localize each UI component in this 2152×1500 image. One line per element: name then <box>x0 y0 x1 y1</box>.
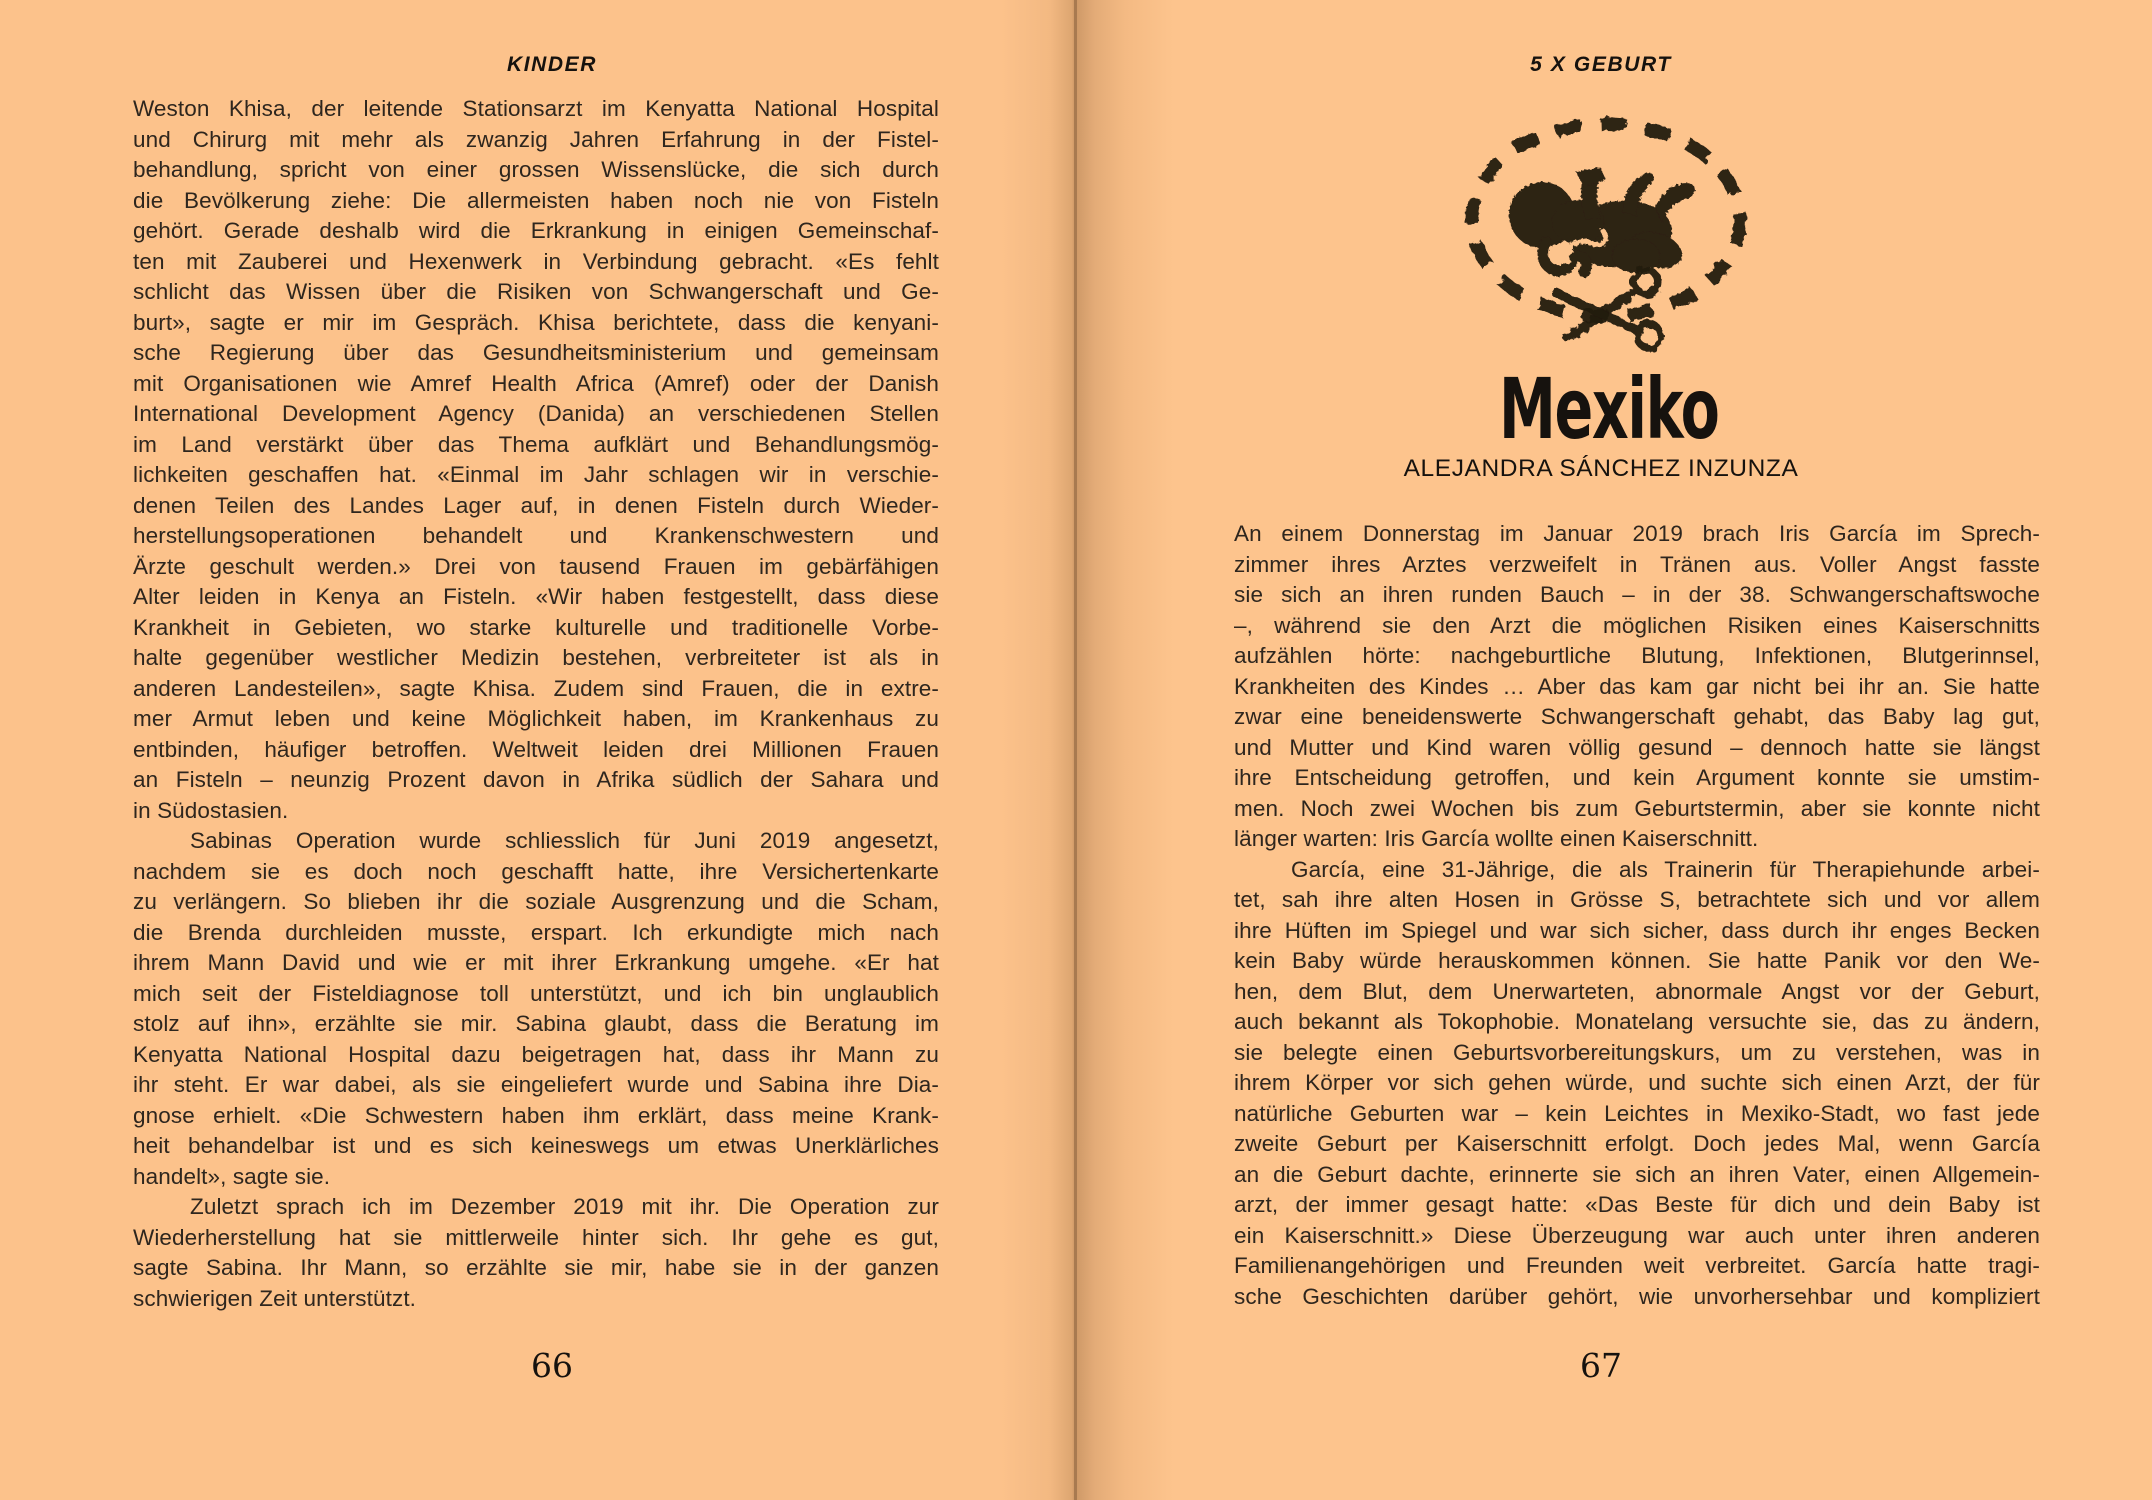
page-number-left: 66 <box>531 1346 573 1385</box>
text-line: zweite Geburt per Kaiserschnitt erfolgt. Doch jedes Mal, wenn García <box>1234 1131 2040 1156</box>
text-line: gnose erhielt. «Die Schwestern haben ihm erklärt, dass meine Krank- <box>133 1102 939 1128</box>
text-line: und Mutter und Kind waren völlig gesund – dennoch hatte sie längst <box>1234 734 2040 760</box>
text-line: men. Noch zwei Wochen bis zum Geburtstermin, aber sie konnte nicht <box>1234 795 2040 821</box>
text-line: nachdem sie es doch noch geschafft hatte, ihre Versichertenkarte <box>133 858 939 884</box>
text-line: Kenyatta National Hospital dazu beigetragen hat, dass ihr Mann zu <box>133 1041 939 1067</box>
text-line: schlicht das Wissen über die Risiken von Schwangerschaft und Ge- <box>133 279 939 304</box>
text-line: lichkeiten geschaffen hat. «Einmal im Jahr schlagen wir in verschie- <box>133 462 939 487</box>
text-line: auch bekannt als Tokophobie. Monatelang versuchte sie, das zu ändern, <box>1234 1009 2040 1034</box>
text-line: Krankheit in Gebieten, wo starke kulturelle und traditionelle Vorbe- <box>133 614 939 640</box>
text-line: im Land verstärkt über das Thema aufklärt und Behandlungsmög- <box>133 431 939 457</box>
text-line: sie sich an ihren runden Bauch – in der 38. Schwangerschaftswoche <box>1234 582 2040 607</box>
body-text-right <box>1234 519 2040 1312</box>
text-line: kein Baby würde herauskommen können. Sie hatte Panik vor den We- <box>1234 948 2040 973</box>
text-line: natürliche Geburten war – kein Leichtes in Mexiko-Stadt, wo fast jede <box>1234 1100 2040 1126</box>
text-line: ihrem Körper vor sich gehen würde, und suchte sich einen Arzt, der für <box>1234 1070 2040 1095</box>
text-line: hen, dem Blut, dem Unerwarteten, abnormale Angst vor der Geburt, <box>1234 978 2040 1004</box>
text-line: Weston Khisa, der leitende Stationsarzt im Kenyatta National Hospital <box>133 96 939 121</box>
text-line: zimmer ihres Arztes verzweifelt in Tränen aus. Voller Angst fasste <box>1234 551 2040 577</box>
text-line: an die Geburt dachte, erinnerte sie sich an ihren Vater, einen Allgemein- <box>1234 1161 2040 1187</box>
text-line: schwierigen Zeit unterstützt. <box>133 1285 417 1311</box>
text-line: ihre Entscheidung getroffen, und kein Argument konnte sie umstim- <box>1234 765 2040 790</box>
text-line: An einem Donnerstag im Januar 2019 brach Iris García im Sprech- <box>1234 521 2040 546</box>
running-head-left: KINDER <box>506 53 598 76</box>
text-line: handelt», sagte sie. <box>133 1163 331 1189</box>
text-line: halte gegenüber westlicher Medizin bestehen, verbreiteter ist als in <box>133 645 939 670</box>
text-line: burt», sagte er mir im Gespräch. Khisa berichtete, dass die kenyani- <box>133 309 939 335</box>
text-line: gehört. Gerade deshalb wird die Erkrankung in einigen Gemeinschaf- <box>133 218 939 243</box>
text-line: –, während sie den Arzt die möglichen Risiken eines Kaiserschnitts <box>1234 612 2040 638</box>
text-line: mit Organisationen wie Amref Health Africa (Amref) oder der Danish <box>133 370 939 396</box>
text-line: länger warten: Iris García wollte einen Kaiserschnitt. <box>1234 826 1759 851</box>
running-head-right: 5 X GEBURT <box>1530 53 1672 76</box>
text-line: Zuletzt sprach ich im Dezember 2019 mit ihr. Die Operation zur <box>190 1194 939 1219</box>
text-line: mich seit der Fisteldiagnose toll unterstützt, und ich bin unglaublich <box>133 980 939 1006</box>
text-line: denen Teilen des Landes Lager auf, in denen Fisteln durch Wieder- <box>133 492 939 518</box>
text-line: und Chirurg mit mehr als zwanzig Jahren Erfahrung in der Fistel- <box>133 126 939 152</box>
text-line: ihre Hüften im Spiegel und war sich sicher, dass durch ihr enges Becken <box>1234 917 2040 943</box>
text-line: heit behandelbar ist und es sich keineswegs um etwas Unerklärliches <box>133 1133 939 1158</box>
chapter-title: Mexiko <box>1499 360 1719 458</box>
chapter-author: ALEJANDRA SÁNCHEZ INZUNZA <box>1403 455 1799 482</box>
text-line: Wiederherstellung hat sie mittlerweile hinter sich. Ihr gehe es gut, <box>133 1224 939 1250</box>
text-line: in Südostasien. <box>133 797 289 823</box>
page-number-right: 67 <box>1580 1346 1622 1385</box>
text-line: ten mit Zauberei und Hexenwerk in Verbindung gebracht. «Es fehlt <box>133 248 939 274</box>
text-line: arzt, der immer gesagt hatte: «Das Beste für dich und dein Baby ist <box>1234 1192 2040 1217</box>
text-line: zwar eine beneidenswerte Schwangerschaft gehabt, das Baby lag gut, <box>1234 704 2040 729</box>
text-line: Krankheiten des Kindes … Aber das kam gar nicht bei ihr an. Sie hatte <box>1234 673 2040 699</box>
text-line: stolz auf ihn», erzählte sie mir. Sabina glaubt, dass die Beratung im <box>133 1011 939 1036</box>
text-line: ihrem Mann David und wie er mit ihrer Erkrankung umgehe. «Er hat <box>133 950 939 975</box>
text-line: die Bevölkerung ziehe: Die allermeisten haben noch nie von Fisteln <box>133 187 939 213</box>
text-line: García, eine 31-Jährige, die als Trainerin für Therapiehunde arbei- <box>1291 856 2040 882</box>
text-line: behandlung, spricht von einer grossen Wissenslücke, die sich durch <box>133 157 939 182</box>
fetus-stamp-illustration <box>1450 110 1750 360</box>
text-line: Familienangehörigen und Freunden weit verbreitet. García hatte tragi- <box>1234 1253 2040 1278</box>
text-line: aufzählen hörte: nachgeburtliche Blutung, Infektionen, Blutgerinnsel, <box>1234 643 2040 668</box>
text-line: anderen Landesteilen», sagte Khisa. Zudem sind Frauen, die in extre- <box>133 675 939 701</box>
chapter-title-box <box>1451 360 1751 458</box>
text-line: ein Kaiserschnitt.» Diese Überzeugung war auch unter ihren anderen <box>1234 1222 2040 1248</box>
text-line: Sabinas Operation wurde schliesslich für Juni 2019 angesetzt, <box>190 828 939 853</box>
text-line: herstellungsoperationen behandelt und Krankenschwestern und <box>133 523 939 548</box>
text-line: mer Armut leben und keine Möglichkeit haben, im Krankenhaus zu <box>133 706 939 731</box>
text-line: an Fisteln – neunzig Prozent davon in Afrika südlich der Sahara und <box>133 767 939 792</box>
text-line: sagte Sabina. Ihr Mann, so erzählte sie mir, habe sie in der ganzen <box>133 1255 939 1280</box>
text-line: Ärzte geschult werden.» Drei von tausend Frauen im gebärfähigen <box>133 553 939 579</box>
text-line: zu verlängern. So blieben ihr die soziale Ausgrenzung und die Scham, <box>133 889 939 914</box>
text-line: sche Regierung über das Gesundheitsministerium und gemeinsam <box>133 340 939 365</box>
text-line: Alter leiden in Kenya an Fisteln. «Wir haben festgestellt, dass diese <box>133 584 939 609</box>
text-line: ihr steht. Er war dabei, als sie eingeliefert wurde und Sabina ihre Dia- <box>133 1072 939 1097</box>
text-line: entbinden, häufiger betroffen. Weltweit leiden drei Millionen Frauen <box>133 736 939 762</box>
body-text-left <box>133 94 939 1314</box>
text-line: sie belegte einen Geburtsvorbereitungskurs, um zu verstehen, was in <box>1234 1039 2040 1065</box>
text-line: International Development Agency (Danida) an verschiedenen Stellen <box>133 401 939 426</box>
text-line: tet, sah ihre alten Hosen in Grösse S, betrachtete sich und vor allem <box>1234 887 2040 912</box>
baby-icon <box>1509 167 1695 275</box>
text-line: sche Geschichten darüber gehört, wie unvorhersehbar und kompliziert <box>1234 1283 2040 1309</box>
text-line: die Brenda durchleiden musste, erspart. Ich erkundigte mich nach <box>133 919 939 945</box>
